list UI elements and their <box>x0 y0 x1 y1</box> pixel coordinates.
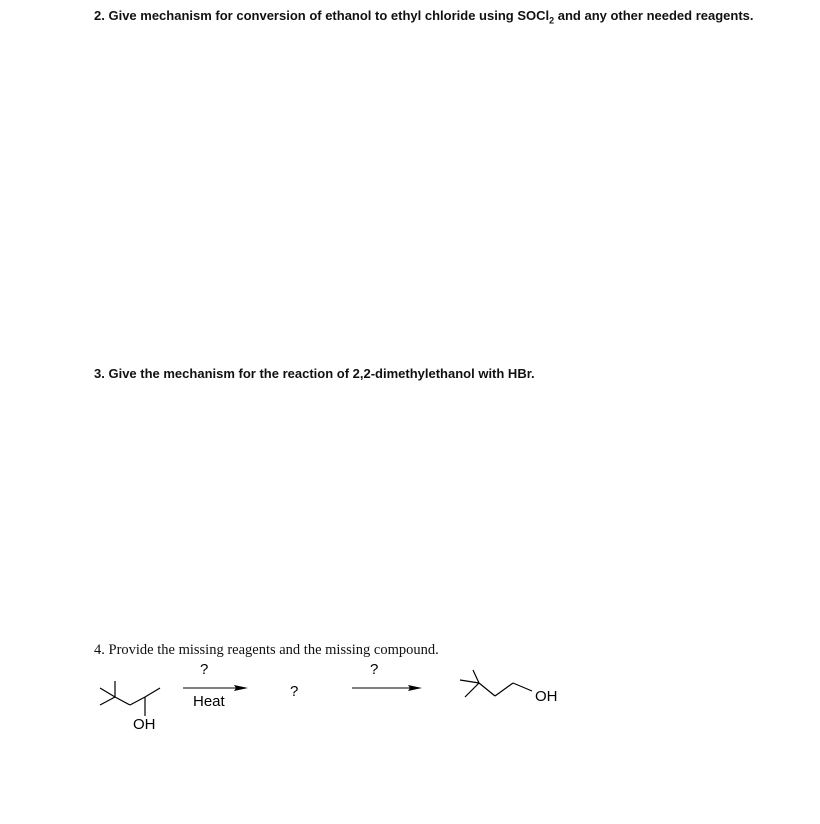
arrow-2-reagent-top: ? <box>370 661 379 678</box>
question-2-number: 2. <box>94 8 105 23</box>
starting-material-structure <box>100 681 160 716</box>
question-2-text: Give mechanism for conversion of ethanol to ethyl chloride using SOCl <box>108 8 550 23</box>
question-2-subscript: 2 <box>549 15 555 26</box>
missing-compound: ? <box>290 683 299 700</box>
product-structure <box>460 670 532 697</box>
question-2-text-end: and any other needed reagents. <box>554 8 754 23</box>
reaction-arrow-2 <box>352 685 422 691</box>
bond <box>465 683 479 697</box>
bond <box>495 683 513 696</box>
question-4-text: Provide the missing reagents and the missing compound. <box>108 642 439 658</box>
bond <box>100 688 115 697</box>
bond <box>479 683 495 696</box>
bond <box>473 670 479 683</box>
question-4-number: 4. <box>94 642 105 658</box>
arrow-1-condition-heat: Heat <box>193 693 225 710</box>
question-3-number: 3. <box>94 366 105 381</box>
starting-material-oh-label: OH <box>133 716 156 733</box>
bond <box>513 683 532 691</box>
bond <box>130 697 145 705</box>
arrow-1-reagent-top: ? <box>200 661 209 678</box>
bond <box>115 697 130 705</box>
bond <box>460 680 479 683</box>
bond <box>145 688 160 697</box>
question-3-text: Give the mechanism for the reaction of 2,2-dimethylethanol with HBr. <box>108 366 535 381</box>
product-oh-label: OH <box>535 688 558 705</box>
reaction-arrow-1 <box>183 685 248 691</box>
bond <box>100 697 115 705</box>
